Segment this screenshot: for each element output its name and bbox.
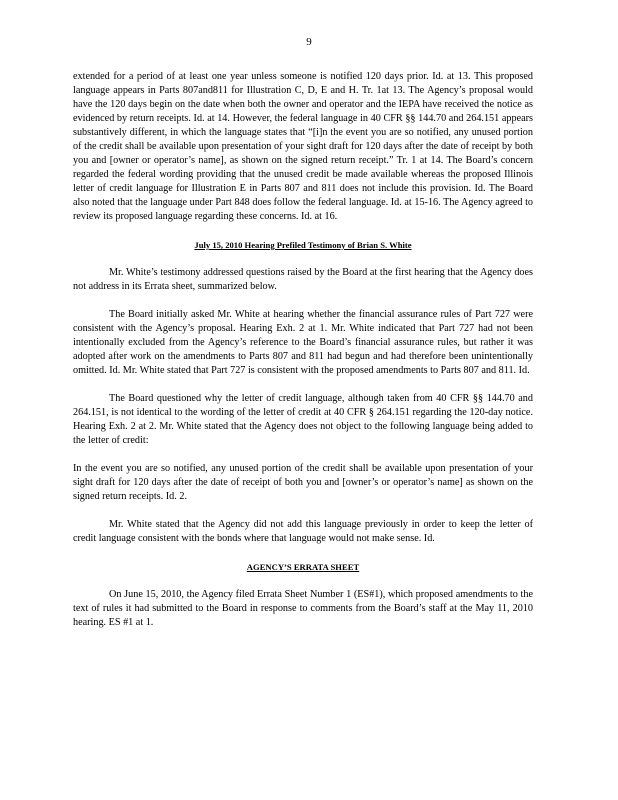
body-text xyxy=(73,70,533,644)
section-heading-errata-text: AGENCY’S ERRATA SHEET xyxy=(246,562,360,572)
section-heading-hearing-text: July 15, 2010 Hearing Prefiled Testimony of Brian S. White xyxy=(194,240,412,250)
section-heading-hearing xyxy=(73,238,533,252)
paragraph-5: Mr. White stated that the Agency did not add this language previously in order to keep the letter of credit language consistent with the bonds where that language would not make sense. Id. xyxy=(73,519,533,544)
paragraph-3: The Board initially asked Mr. White at hearing whether the financial assurance rules of Part 727 were consistent with the Agency’s proposal. Hearing Exh. 2 at 1. Mr. White indicated that Part 727 had not been intentionally excluded from the Agency’s reference to the Board’s financial assurance rules, but rather it was adopted after work on the amendments to Parts 807 and 811 had begun and had therefore been unintentionally omitted. Id. Mr. White stated that Part 727 is consistent with the proposed amendments to Parts 807 and 811. Id. xyxy=(73,309,533,376)
paragraph-1: extended for a period of at least one year unless someone is notified 120 days prior. Id. at 13. This proposed language appears in Parts 807and811 for Illustration C, D, E and H. Tr. 1at 13. The Agency’s proposal would have the 120 days begin on the date when both the owner and operator and the IEPA have received the notice as evidenced by return receipts. Id. at 14. However, the federal language in 40 CFR §§ 144.70 and 264.151 appears substantively different, in which the language states that “[i]n the event you are so notified, any unused portion of the credit shall be available upon presentation of your sight draft for 120 days after the date of receipt by both you and [owner or operator’s name], as shown on the signed return receipt.” Tr. 1 at 14. The Board’s concern regarded the federal wording providing that the unused credit be made available whereas the proposed Illinois letter of credit language for Illustration E in Parts 807 and 811 does not include this provision. Id. The Board also noted that the language under Part 848 does follow the federal language. Id. at 15-16. The Agency agreed to review its proposed language regarding these concerns. Id. at 16. xyxy=(73,71,533,222)
paragraph-6: On June 15, 2010, the Agency filed Errata Sheet Number 1 (ES#1), which proposed amendments to the text of rules it had submitted to the Board in response to comments from the Board’s staff at the May 11, 2010 hearing. ES #1 at 1. xyxy=(73,589,533,628)
block-quote: In the event you are so notified, any unused portion of the credit shall be available upon presentation of your sight draft for 120 days after the date of receipt of both you and [owner’s or operator’s name] as shown on the signed return receipts. Id. 2. xyxy=(73,463,533,502)
paragraph-4: The Board questioned why the letter of credit language, although taken from 40 CFR §§ 144.70 and 264.151, is not identical to the wording of the letter of credit at 40 CFR § 264.151 regarding the 120-day notice. Hearing Exh. 2 at 2. Mr. White stated that the Agency does not object to the following language being added to the letter of credit: xyxy=(73,393,533,446)
paragraph-2: Mr. White’s testimony addressed questions raised by the Board at the first hearing that the Agency does not address in its Errata sheet, summarized below. xyxy=(73,267,533,292)
section-heading-errata xyxy=(73,560,533,574)
page-number: 9 xyxy=(306,36,312,48)
